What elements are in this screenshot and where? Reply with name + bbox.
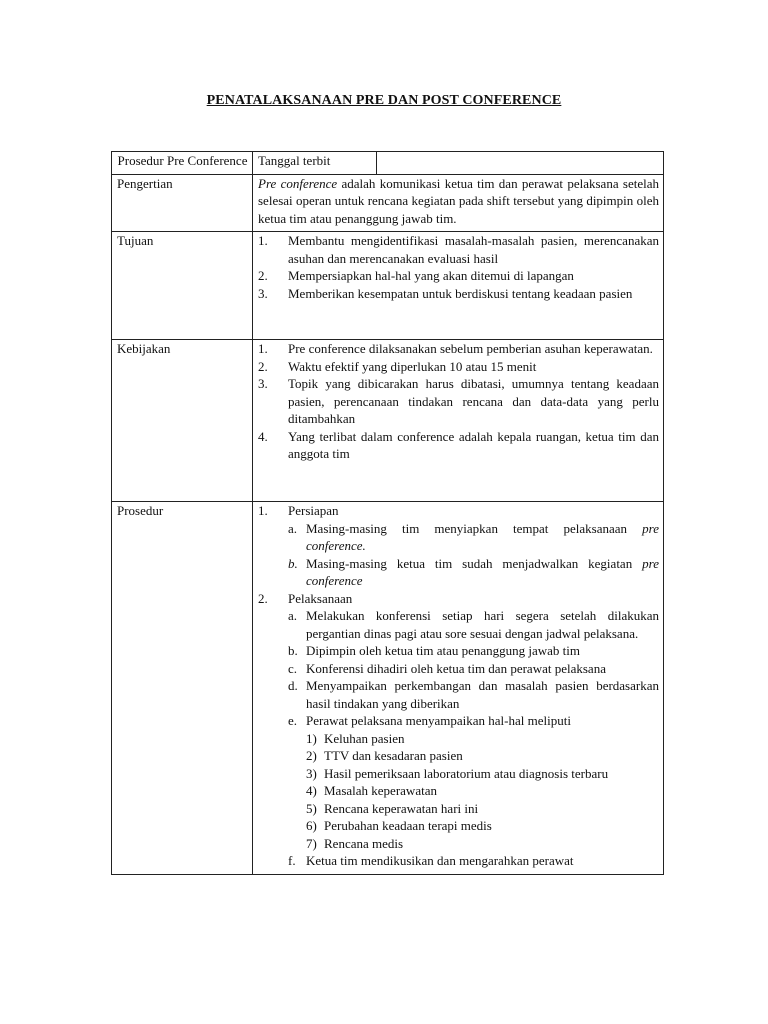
sub-sub-item	[306, 730, 659, 748]
tujuan-content	[253, 232, 664, 340]
item-letter: a.	[288, 520, 298, 536]
item-letter: f.	[288, 853, 296, 868]
item-number: 2.	[258, 268, 268, 283]
sub-sub-item	[306, 800, 659, 818]
prosedur-label: Prosedur	[112, 502, 253, 875]
kebijakan-list	[258, 340, 659, 463]
item-text: Konferensi dihadiri oleh ketua tim dan perawat pelaksana	[306, 660, 606, 676]
item-text: Topik yang dibicarakan harus dibatasi, umumnya tentang keadaan pasien, perencanaan tindakan rencana dan data-data yang perlu ditambahkan	[288, 376, 659, 426]
kebijakan-row	[112, 340, 664, 502]
item-letter: c.	[288, 660, 298, 676]
persiapan-title: Persiapan	[288, 503, 339, 518]
tujuan-row	[112, 232, 664, 340]
tujuan-label: Tujuan	[112, 232, 253, 340]
list-item	[258, 428, 659, 463]
item-number: 2.	[258, 358, 268, 374]
sub-sub-item	[306, 835, 659, 853]
tujuan-list	[258, 232, 659, 302]
item-text: Keluhan pasien	[324, 730, 405, 746]
sub-sub-item	[306, 782, 659, 800]
pengertian-label: Pengertian	[112, 174, 253, 232]
sub-sub-item	[306, 817, 659, 835]
item-number: 4)	[306, 783, 317, 798]
tanggal-value	[377, 152, 664, 175]
prosedur-row	[112, 502, 664, 875]
item-text: Melakukan konferensi setiap hari segera setelah dilakukan pergantian dinas pagi atau sore sesuai dengan jadwal pelaksana.	[306, 608, 659, 641]
sub-item	[288, 520, 659, 555]
item-letter: e.	[288, 713, 298, 728]
item-number: 5)	[306, 800, 317, 816]
item-text: Memberikan kesempatan untuk berdiskusi tentang keadaan pasien	[288, 285, 633, 301]
item-number: 3)	[306, 765, 317, 781]
sub-item	[288, 712, 659, 852]
prosedur-content	[253, 502, 664, 875]
pelaksanaan-title: Pelaksanaan	[288, 590, 353, 606]
sub-item	[288, 677, 659, 712]
pengertian-text	[253, 174, 664, 232]
item-text: Membantu mengidentifikasi masalah-masalah pasien, merencanakan asuhan dan merencanakan evaluasi hasil	[288, 233, 659, 266]
item-number: 7)	[306, 835, 317, 851]
item-text: Yang terlibat dalam conference adalah kepala ruangan, ketua tim dan anggota tim	[288, 428, 659, 461]
item-text: Menyampaikan perkembangan dan masalah pasien berdasarkan hasil tindakan yang diberikan	[306, 678, 659, 711]
item-text: Pre conference dilaksanakan sebelum pemberian asuhan keperawatan.	[288, 341, 653, 356]
document-title: PENATALAKSANAAN PRE DAN POST CONFERENCE	[206, 93, 562, 108]
list-item	[258, 267, 659, 285]
item-text: Mempersiapkan hal-hal yang akan ditemui di lapangan	[288, 268, 574, 283]
item-italic-text: pre conference.	[306, 520, 659, 553]
item-text: Perubahan keadaan terapi medis	[324, 818, 492, 833]
list-item	[258, 285, 659, 303]
item-text: Waktu efektif yang diperlukan 10 atau 15 menit	[288, 358, 537, 374]
prosedur-label: Prosedur Pre Conference	[112, 152, 253, 175]
item-letter: d.	[288, 678, 298, 693]
item-text: Ketua tim mendikusikan dan mengarahkan perawat	[306, 853, 574, 868]
item-text: Perawat pelaksana menyampaikan hal-hal meliputi	[306, 713, 571, 728]
item-text: Masing-masing ketua tim sudah menjadwalkan kegiatan	[306, 555, 643, 571]
item-text: TTV dan kesadaran pasien	[324, 748, 463, 763]
sub-item	[288, 660, 659, 678]
item-number: 1.	[258, 341, 268, 356]
list-item	[258, 340, 659, 358]
pengertian-term: Pre conference	[258, 175, 338, 191]
sub-item	[288, 852, 659, 870]
item-text: Masalah keperawatan	[324, 783, 437, 798]
item-letter: a.	[288, 608, 298, 623]
hal-hal-sublist	[306, 730, 659, 853]
item-text: Hasil pemeriksaan laboratorium atau diagnosis terbaru	[324, 765, 609, 781]
prosedur-list	[258, 502, 659, 870]
item-letter: b.	[288, 643, 298, 658]
item-number: 1)	[306, 730, 317, 746]
sub-sub-item	[306, 747, 659, 765]
kebijakan-content	[253, 340, 664, 502]
sub-sub-item	[306, 765, 659, 783]
item-text: Masing-masing tim menyiapkan tempat pelaksanaan	[306, 520, 643, 536]
item-text: Rencana medis	[324, 835, 404, 851]
item-text: Rencana keperawatan hari ini	[324, 800, 479, 816]
list-item	[258, 358, 659, 376]
item-letter: b.	[288, 555, 298, 571]
persiapan-sublist	[288, 520, 659, 590]
sop-table	[111, 151, 664, 875]
sub-item	[288, 642, 659, 660]
list-item	[258, 590, 659, 870]
header-row	[112, 152, 664, 175]
list-item	[258, 375, 659, 428]
item-number: 1.	[258, 233, 268, 248]
item-number: 6)	[306, 818, 317, 833]
item-number: 3.	[258, 376, 268, 391]
pengertian-definition: adalah komunikasi ketua tim dan perawat pelaksana setelah selesai operan untuk rencana kegiatan pada shift tersebut yang dipimpin oleh ketua tim atau penanggung jawab tim.	[258, 175, 660, 226]
pengertian-row	[112, 174, 664, 232]
sub-item	[288, 555, 659, 590]
item-number: 3.	[258, 285, 268, 301]
item-number: 4.	[258, 428, 268, 444]
item-number: 2)	[306, 748, 317, 763]
item-number: 1.	[258, 503, 268, 518]
list-item	[258, 502, 659, 590]
list-item	[258, 232, 659, 267]
tanggal-label: Tanggal terbit	[253, 152, 377, 175]
item-text: Dipimpin oleh ketua tim atau penanggung jawab tim	[306, 643, 581, 658]
sub-item	[288, 607, 659, 642]
pelaksanaan-sublist	[288, 607, 659, 870]
item-italic-text: pre conference	[306, 555, 659, 588]
kebijakan-label: Kebijakan	[112, 340, 253, 502]
item-number: 2.	[258, 590, 268, 606]
